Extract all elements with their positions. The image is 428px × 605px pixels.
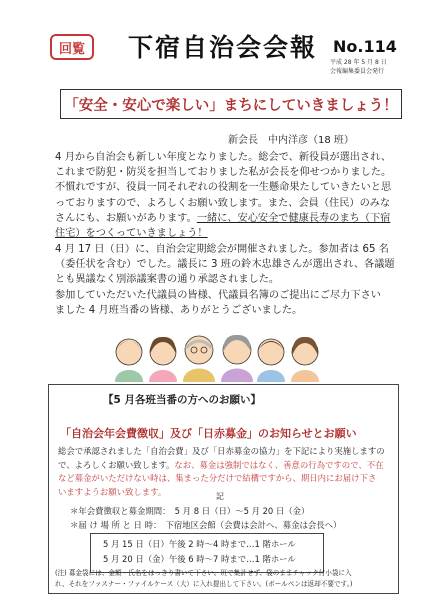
meeting-line: ました 4 月班当番の皆様、ありがとうございました。 xyxy=(55,304,303,316)
intro-line: これまで防犯・防災を担当しておりました私が会長を仰せつかりました。 xyxy=(55,167,392,179)
period-label: ＊年会費徴収と募金期間 xyxy=(70,506,163,516)
intro-text: さんにも、お願いがあります。 xyxy=(55,212,197,224)
newsletter-title: 下宿自治会会報 xyxy=(128,33,318,62)
footnote-line: れ、それをファスナー・ファイルケース（大）に入れ提出して下さい。(ボールペンは返却不要です。) xyxy=(55,580,353,588)
intro-line: 4 月から自治会も新しい年度となりました。総会で、新役員が選出され、 xyxy=(55,152,392,163)
place-value: ： 下宿地区会館（会費は会計へ、募金は会長へ） xyxy=(152,520,342,530)
period-value: ： 5 月 8 日（日）〜5 月 20 日（金） xyxy=(162,506,310,516)
person-figure xyxy=(291,337,319,382)
ki-marker: 記 xyxy=(216,492,224,501)
collection-period xyxy=(70,505,309,517)
meeting-line: 4 月 17 日（日）に、自治会定期総会が開催されました。参加者は 65 名 xyxy=(55,244,389,255)
hours-line: 5 月 15 日（日）午後 2 時〜4 時まで…1 階ホール xyxy=(103,539,296,549)
person-figure xyxy=(183,336,215,382)
notice-title: 【5 月各班当番の方へのお願い】 xyxy=(103,394,261,406)
notice-red-line: など募金がいただけない時は、集まった分だけで結構ですから、期日内にお届け下さ xyxy=(58,473,377,483)
slogan-text: 「安全・安心で楽しい」まちにしていきましょう！ xyxy=(64,97,398,114)
person-figure xyxy=(221,335,253,382)
person-figure xyxy=(149,337,177,382)
intro-underlined-line: 住宅）をつくっていきましょう！ xyxy=(55,228,208,240)
intro-line: っておりますので、よろしくお願い致します。また、会員（住民）のみな xyxy=(55,197,391,209)
notice-red-line: いますようお願い致します。 xyxy=(58,486,167,497)
meeting-line: （委任状を含む）でした。議長に 3 班の鈴木忠雄さんが選出され、各議題 xyxy=(55,259,395,271)
person-figure xyxy=(257,339,285,382)
footnote xyxy=(55,568,352,590)
intro-paragraph xyxy=(55,150,391,241)
publisher: 会報編集委員会発行 xyxy=(330,68,385,75)
notice-line xyxy=(58,459,385,473)
person-figure xyxy=(115,339,143,382)
issue-number: No.114 xyxy=(333,37,397,56)
slogan-box xyxy=(60,89,402,119)
footnote-line: (注) 募金袋には、金額・氏名をはっきり書いて下さい。班で集計せず、袋のままチャック付小袋に入 xyxy=(55,569,352,577)
intro-line xyxy=(55,211,391,226)
president-byline: 新会長 中内洋彦（18 班） xyxy=(228,135,354,146)
meeting-paragraph xyxy=(55,242,395,318)
residents-illustration xyxy=(105,322,325,382)
meeting-line: 参加していただいた代議員の皆様、代議員名簿のご提出にご尽力下さい xyxy=(55,289,381,301)
circulation-stamp: 回覧 xyxy=(50,34,94,60)
notice-red-text: なお、募金は強制ではなく、善意の行為ですので、不在 xyxy=(174,459,384,470)
notice-subtitle: 「自治会年会費徴収」及び「日赤募金」のお知らせとお願い xyxy=(60,427,357,440)
intro-underlined-text: 一緒に、安心安全で健康長寿のまち（下宿 xyxy=(196,212,391,224)
notice-line: 総会で承認されました「自治会費」及び「日赤募金の協力」を下記により実施しますの xyxy=(58,446,385,456)
intro-line: 不慣れですが、役員一同それぞれの役割を一生懸命果たしていきたいと思 xyxy=(55,182,392,194)
hours-line: 5 月 20 日（金）午後 6 時〜7 時まで…1 階ホール xyxy=(103,554,296,564)
place-label: ＊届 け 場 所 と 日 時 xyxy=(70,520,153,530)
publication-date: 平成 28 年 5 月 8 日 xyxy=(330,59,387,66)
meeting-line: とも異議なく別添議案書の通り承認されました。 xyxy=(55,274,280,286)
notice-text: で、よろしくお願い致します。 xyxy=(58,459,175,470)
delivery-place xyxy=(70,519,341,531)
hours-box xyxy=(90,533,324,573)
